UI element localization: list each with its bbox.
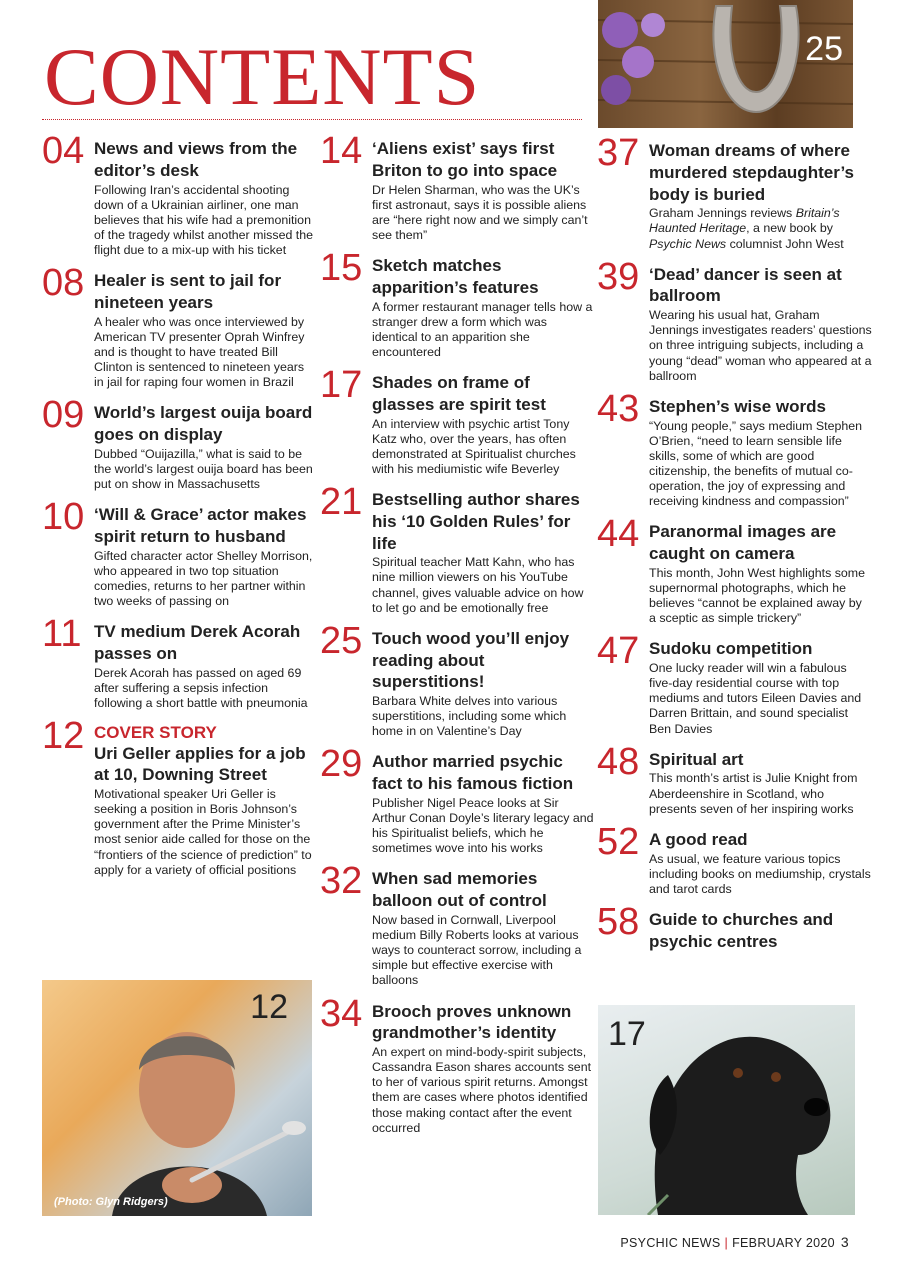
entry-description: An interview with psychic artist Tony Katz who, over the years, has often demonstrated at Spiritualist churches with his mediumistic wife Beverley xyxy=(372,416,576,476)
entry-title: Paranormal images are caught on camera xyxy=(649,522,837,563)
entry-description: One lucky reader will win a fabulous five-day residential course with top mediums and tutors Eileen Davies and Darren Brittain, and sound specialist Ben Davies xyxy=(649,661,862,736)
page-title: CONTENTS xyxy=(44,31,481,122)
page-number: 43 xyxy=(597,387,640,430)
contents-entry[interactable] xyxy=(42,262,317,390)
horseshoe-photo xyxy=(598,0,853,128)
page-number: 11 xyxy=(42,613,82,656)
contents-entry[interactable] xyxy=(597,132,872,252)
contents-column-1 xyxy=(42,130,317,890)
footer-separator: | xyxy=(724,1236,729,1250)
page-number: 47 xyxy=(597,630,640,673)
page-number: 39 xyxy=(597,255,640,298)
contents-entry[interactable] xyxy=(320,743,595,856)
entry-description: A former restaurant manager tells how a stranger drew a form which was identical to an apparition she encountered xyxy=(372,299,593,359)
page-number: 44 xyxy=(597,513,640,556)
page-number: 15 xyxy=(320,247,363,289)
entry-description: Gifted character actor Shelley Morrison, who appeared in two top situation comedies, returns to her partner within two weeks of passing on xyxy=(94,548,313,608)
dog-painting-photo xyxy=(598,1005,855,1215)
magazine-name: PSYCHIC NEWS xyxy=(620,1236,721,1250)
entry-title: Shades on frame of glasses are spirit test xyxy=(372,373,546,414)
entry-description: This month, John West highlights some supernormal photographs, which he believes “cannot be explained away by a sceptic as simple trickery” xyxy=(649,565,866,626)
contents-entry[interactable] xyxy=(320,860,595,988)
photo-page-number: 25 xyxy=(805,30,843,68)
contents-entry[interactable] xyxy=(42,130,317,258)
contents-entry[interactable] xyxy=(42,394,317,492)
contents-entry[interactable] xyxy=(42,613,317,711)
cover-story-label: COVER STORY xyxy=(94,723,217,742)
page-number: 17 xyxy=(320,364,363,406)
entry-title: Uri Geller applies for a job at 10, Downing Street xyxy=(94,743,306,785)
page-number: 37 xyxy=(597,132,640,174)
entry-title: Bestselling author shares his ‘10 Golden Rules’ for life xyxy=(372,490,580,553)
entry-title: Sketch matches apparition’s features xyxy=(372,256,539,297)
entry-title: Brooch proves unknown grandmother’s identity xyxy=(372,1001,572,1043)
entry-title: Stephen’s wise words xyxy=(649,396,826,416)
entry-title: TV medium Derek Acorah passes on xyxy=(94,622,301,663)
page-number: 21 xyxy=(320,481,363,523)
entry-description: A healer who was once interviewed by American TV presenter Oprah Winfrey and is thought to have treated Bill Clinton is sentenced to nineteen years in jail for raping four women in Brazil xyxy=(94,314,305,390)
entry-description: Derek Acorah has passed on aged 69 after suffering a sepsis infection following a short battle with pneumonia xyxy=(94,665,308,710)
entry-description: Dr Helen Sharman, who was the UK’s first astronaut, says it is possible aliens are “here right now and we simply can’t see them” xyxy=(372,182,588,242)
contents-entry[interactable] xyxy=(320,364,595,477)
contents-entry[interactable] xyxy=(320,130,595,243)
page-number: 10 xyxy=(42,496,85,539)
entry-title: Author married psychic fact to his famous fiction xyxy=(372,752,574,794)
contents-column-2 xyxy=(320,130,595,1148)
contents-entry[interactable] xyxy=(320,992,595,1136)
uri-geller-photo xyxy=(42,980,312,1216)
contents-entry[interactable] xyxy=(597,255,872,384)
contents-entry[interactable] xyxy=(597,630,872,736)
page-number: 34 xyxy=(320,992,363,1035)
page-number: 29 xyxy=(320,743,363,786)
contents-entry[interactable] xyxy=(597,387,872,510)
entry-title: News and views from the editor’s desk xyxy=(94,139,298,180)
entry-description: Dubbed “Ouijazilla,” what is said to be the world’s largest ouija board has been put on show in Massachusetts xyxy=(94,446,313,491)
photo-caption: (Photo: Glyn Ridgers) xyxy=(54,1196,168,1208)
page-number: 25 xyxy=(320,619,363,662)
entry-description: As usual, we feature various topics including books on mediumship, crystals and tarot cards xyxy=(649,851,871,896)
page-number: 04 xyxy=(42,130,85,172)
entry-title: ‘Will & Grace’ actor makes spirit return to husband xyxy=(94,505,307,546)
entry-title: A good read xyxy=(649,829,748,849)
entry-title: Woman dreams of where murdered stepdaughter’s body is buried xyxy=(649,141,854,204)
page-number: 58 xyxy=(597,900,640,943)
page-number: 32 xyxy=(320,860,363,903)
entry-title: Healer is sent to jail for nineteen years xyxy=(94,271,282,312)
entry-description: Spiritual teacher Matt Kahn, who has nine million viewers on his YouTube channel, gives valuable advice on how to let go and be emotionally free xyxy=(372,555,584,615)
contents-entry[interactable] xyxy=(597,513,872,626)
entry-description: Publisher Nigel Peace looks at Sir Arthur Conan Doyle’s literary legacy and his Spiritualist beliefs, which he sometimes wove into his works xyxy=(372,795,594,856)
entry-description: This month’s artist is Julie Knight from Aberdeenshire in Scotland, who presents seven of her inspiring works xyxy=(649,771,858,816)
contents-column-3 xyxy=(597,132,872,964)
photo-page-number: 17 xyxy=(608,1015,646,1053)
entry-title: Guide to churches and psychic centres xyxy=(649,909,834,951)
entry-title: Touch wood you’ll enjoy reading about superstitions! xyxy=(372,628,570,692)
entry-description: “Young people,” says medium Stephen O’Brien, “need to learn sensible life skills, some of which are good citizenship, the benefits of mutual co-operation, the joy of expressing and receiving kindness and compassion” xyxy=(649,418,863,509)
entry-title: ‘Aliens exist’ says first Briton to go into space xyxy=(372,139,558,180)
photo-page-number: 12 xyxy=(250,988,288,1026)
entry-description: An expert on mind-body-spirit subjects, Cassandra Eason shares accounts sent to her of various spirit returns. Amongst them are cases where photos identified those making contact after the event occurred xyxy=(372,1045,592,1135)
contents-entry-cover-story[interactable] xyxy=(42,715,317,878)
issue-date: FEBRUARY 2020 xyxy=(732,1236,835,1250)
entry-description: Motivational speaker Uri Geller is seeking a position in Boris Johnson’s government after the Prime Minister’s most senior aide called for those on the “frontiers of the science of prediction” to apply for a variety of official positions xyxy=(94,787,312,877)
page-number: 52 xyxy=(597,820,640,863)
entry-description: Following Iran’s accidental shooting down of a Ukrainian airliner, one man believes that his wife had a premonition of the tragedy whilst another missed the flight due to a mix-up with his ticket xyxy=(94,182,314,257)
entry-description: Wearing his usual hat, Graham Jennings investigates readers’ questions on three intriguing subjects, including a young “dead” woman who appeared at a ballroom xyxy=(649,308,872,383)
entry-title: ‘Dead’ dancer is seen at ballroom xyxy=(649,264,842,306)
entry-description: Barbara White delves into various superstitions, including some which home in on Valentine’s Day xyxy=(372,694,567,739)
contents-entry[interactable] xyxy=(320,247,595,360)
entry-title: Sudoku competition xyxy=(649,639,813,659)
page-number: 14 xyxy=(320,130,363,172)
contents-entry[interactable] xyxy=(320,619,595,740)
page-number: 12 xyxy=(42,715,85,757)
contents-entry[interactable] xyxy=(597,740,872,817)
page-number: 48 xyxy=(597,740,640,783)
contents-entry[interactable] xyxy=(597,820,872,897)
entry-title: Spiritual art xyxy=(649,749,744,769)
contents-entry[interactable] xyxy=(597,900,872,953)
entry-description: Now based in Cornwall, Liverpool medium Billy Roberts looks at various ways to counteract sorrow, including a simple but effective exercise with balloons xyxy=(372,912,582,988)
entry-description: Graham Jennings reviews Britain’s Haunted Heritage, a new book by Psychic News columnist John West xyxy=(649,206,844,251)
folio-page-number: 3 xyxy=(840,1234,849,1250)
dotted-divider xyxy=(42,119,582,120)
page-number: 08 xyxy=(42,262,85,305)
contents-entry[interactable] xyxy=(320,481,595,616)
entry-title: World’s largest ouija board goes on display xyxy=(94,403,313,444)
entry-title: When sad memories balloon out of control xyxy=(372,869,547,911)
page-footer xyxy=(620,1234,849,1250)
page-number: 09 xyxy=(42,394,85,437)
contents-entry[interactable] xyxy=(42,496,317,609)
